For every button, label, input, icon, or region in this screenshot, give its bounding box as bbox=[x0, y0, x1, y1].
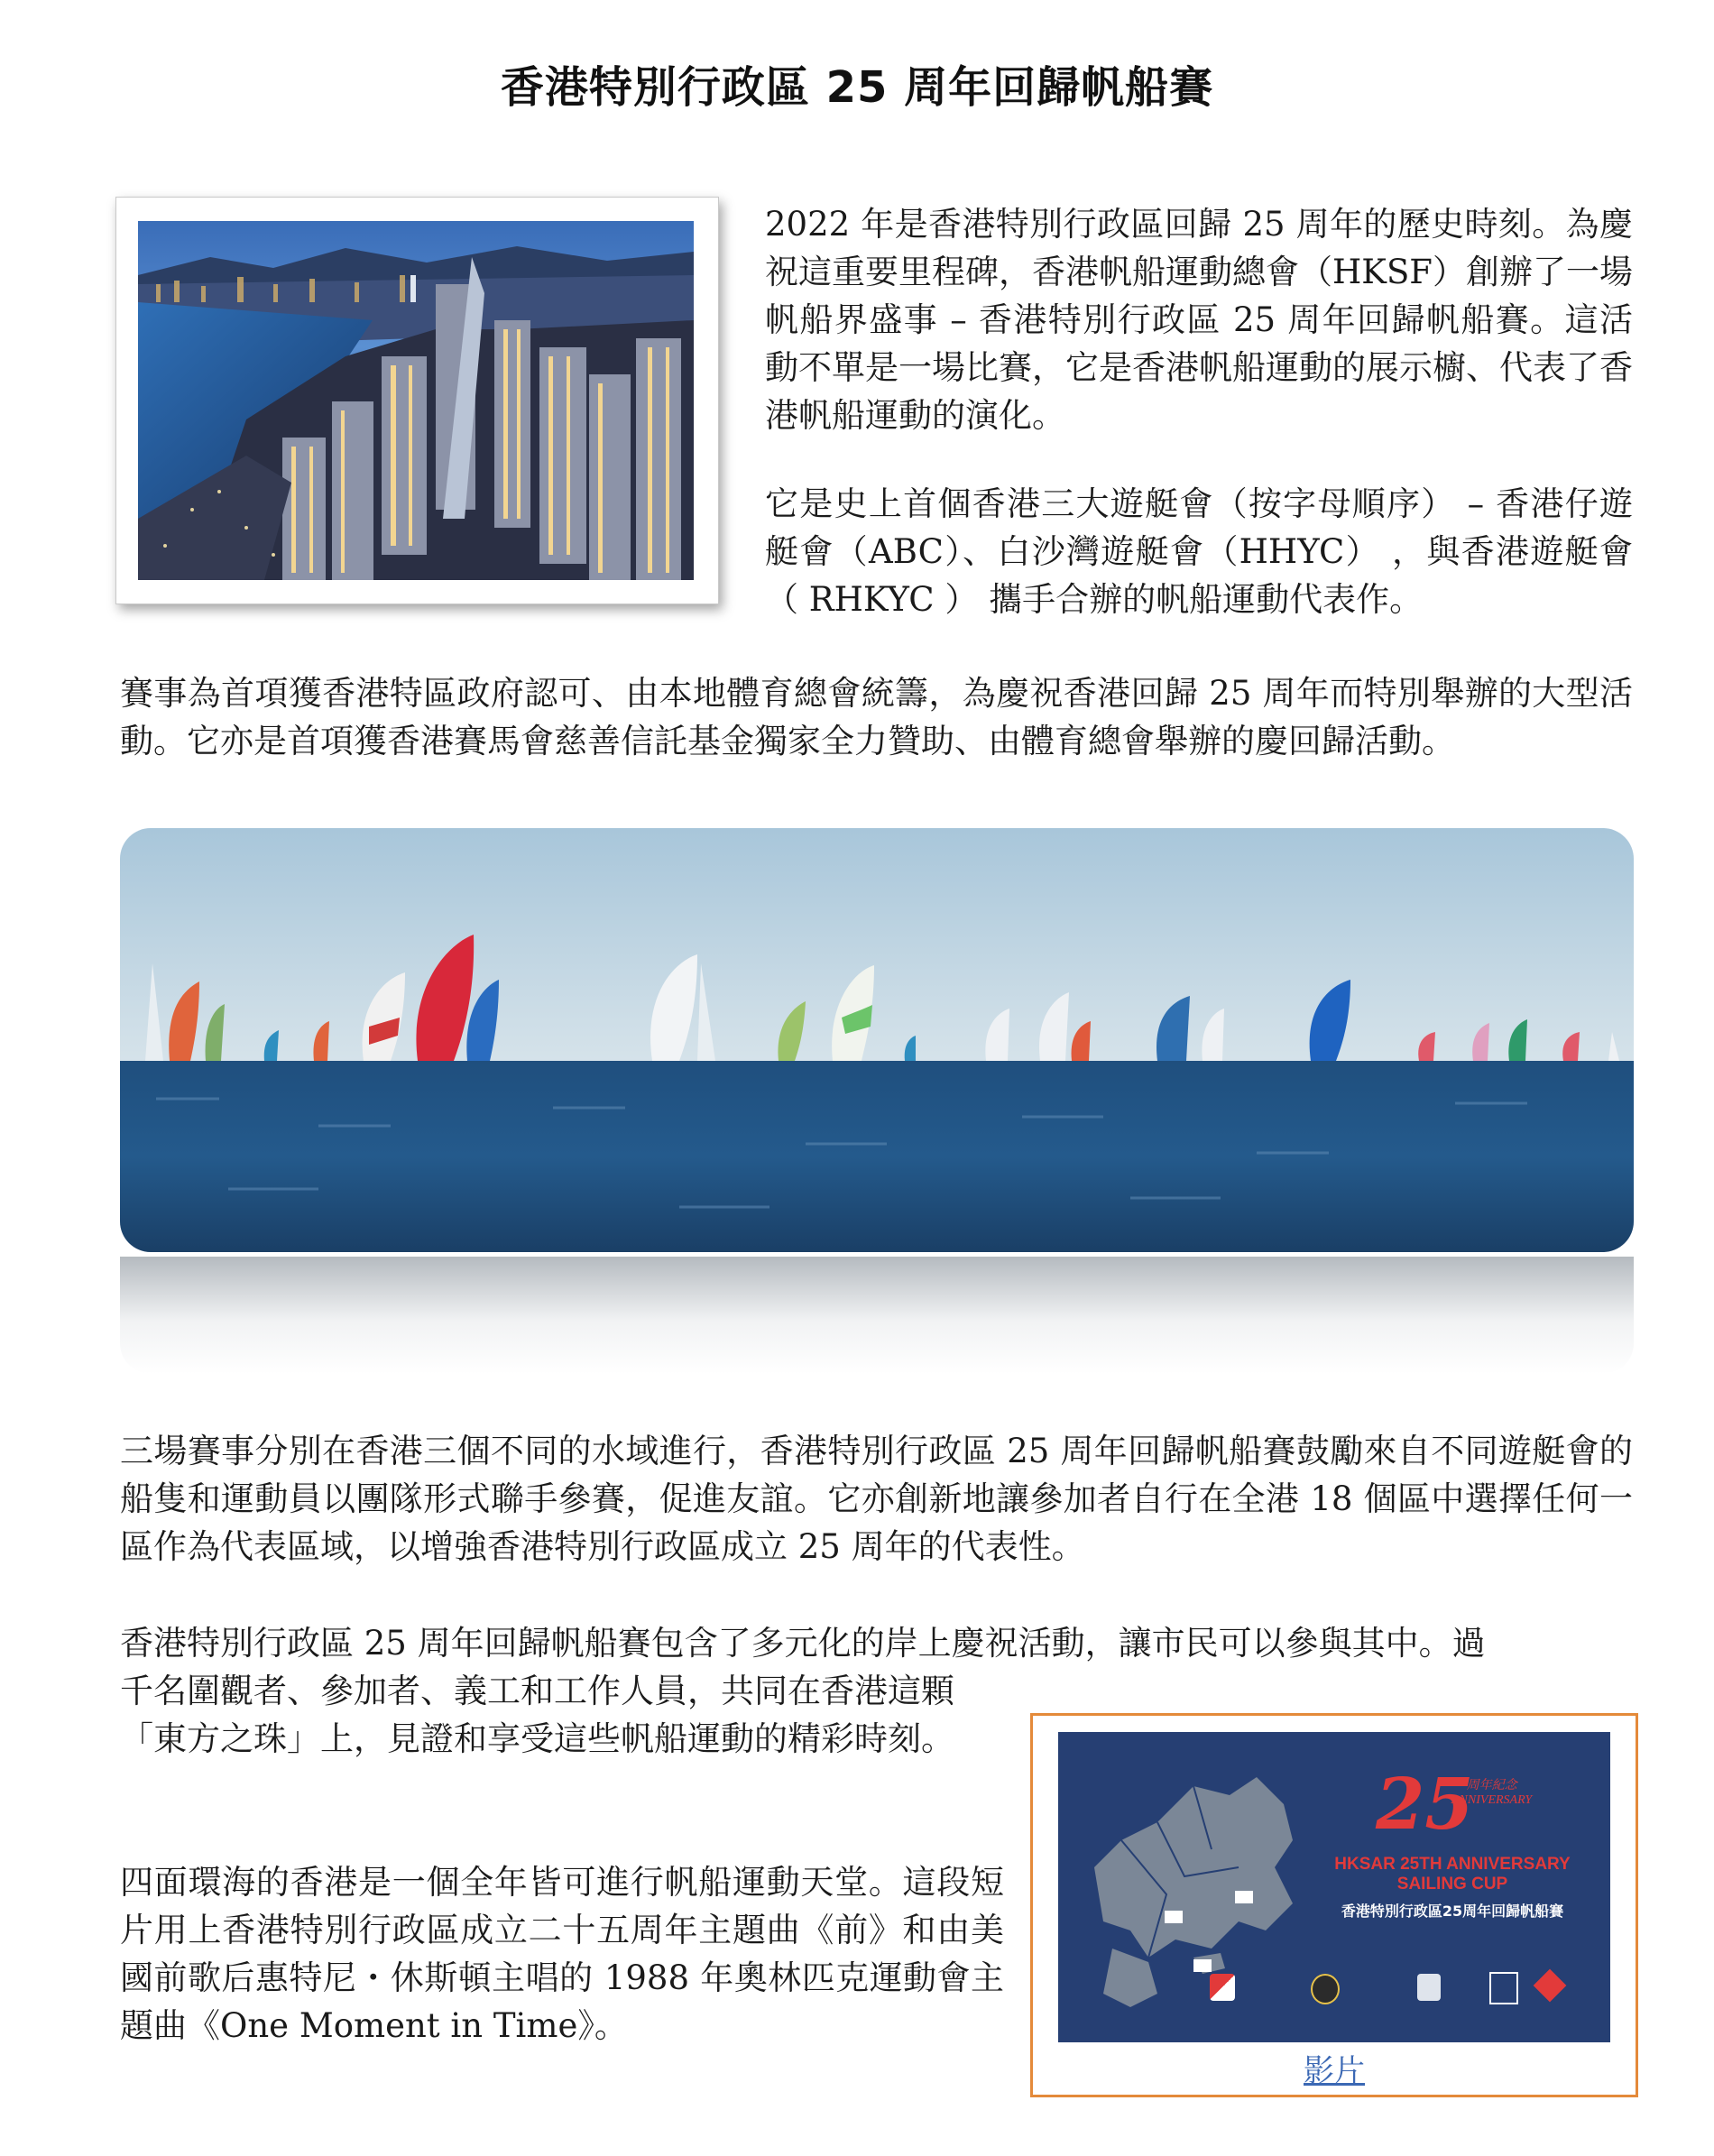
video-title-line1: HKSAR 25TH ANNIVERSARY bbox=[1334, 1855, 1571, 1874]
paragraph-yacht-clubs: 它是史上首個香港三大遊艇會（按字母順序） – 香港仔遊艇會（ABC）、白沙灣遊艇會（HHYC） ，與香港遊艇會（ RHKYC ） 攜手合辦的帆船運動代表作。 bbox=[765, 484, 1633, 619]
paragraph-video-description: 四面環海的香港是一個全年皆可進行帆船運動天堂。這段短片用上香港特別行政區成立二十五周年主題曲《前》和由美國前歌后惠特尼・休斯頓主唱的 1988 年奧林匹克運動會主題曲《One Moment in Time》。 bbox=[120, 1863, 1004, 2045]
paragraph-three-races: 三場賽事分別在香港三個不同的水域進行，香港特別行政區 25 周年回歸帆船賽鼓勵來自不同遊艇會的船隻和運動員以團隊形式聯手參賽，促進友誼。它亦創新地讓參加者自行在全港 18 個區中選擇任何一區作為代表區域，以增強香港特別行政區成立 25 周年的代表性。 bbox=[120, 1432, 1633, 1566]
paragraph-intro: 2022 年是香港特別行政區回歸 25 周年的歷史時刻。為慶祝這重要里程碑，香港帆船運動總會（HKSF）創辦了一場帆船界盛事 – 香港特別行政區 25 周年回歸帆船賽。這活動不單是一場比賽，它是香港帆船運動的展示櫥、代表了香港帆船運動的演化。 bbox=[765, 205, 1633, 435]
regatta-image bbox=[120, 828, 1634, 1252]
skyline-image bbox=[138, 221, 694, 580]
paragraph-government-recognition: 賽事為首項獲香港特區政府認可、由本地體育總會統籌，為慶祝香港回歸 25 周年而特別舉辦的大型活動。它亦是首項獲香港賽馬會慈善信託基金獨家全力贊助、由體育總會舉辦的慶回歸活動。 bbox=[120, 674, 1633, 760]
paragraph-shore-celebrations-line1: 香港特別行政區 25 周年回歸帆船賽包含了多元化的岸上慶祝活動，讓市民可以參與其中。過 bbox=[120, 1624, 1486, 1663]
photo-reflection bbox=[120, 1257, 1634, 1374]
video-title bbox=[1304, 1855, 1601, 1894]
yacht-club-crest-logo bbox=[1489, 1972, 1518, 2004]
anniversary-badge-zh: 周年紀念 bbox=[1466, 1779, 1517, 1792]
video-link[interactable]: 影片 bbox=[1304, 2053, 1365, 2089]
video-thumbnail[interactable] bbox=[1058, 1732, 1610, 2042]
hksf-logo bbox=[1210, 1974, 1235, 2001]
anniversary-badge-en: ANNIVERSARY bbox=[1451, 1793, 1533, 1807]
paragraph-shore-celebrations: 千名圍觀者、參加者、義工和工作人員，共同在香港這顆「東方之珠」上，見證和享受這些帆船運動的精彩時刻。 bbox=[120, 1672, 954, 1758]
hong-kong-skyline-photo bbox=[115, 197, 719, 604]
page-title: 香港特別行政區 25 周年回歸帆船賽 bbox=[500, 62, 1214, 113]
sailing-regatta-photo bbox=[120, 828, 1634, 1252]
anniversary-25-logo: 25 bbox=[1376, 1764, 1474, 1846]
video-subtitle-zh: 香港特別行政區25周年回歸帆船賽 bbox=[1341, 1903, 1564, 1920]
club-crest-logo bbox=[1417, 1974, 1441, 2001]
video-title-line2: SAILING CUP bbox=[1396, 1875, 1508, 1893]
jockey-club-logo bbox=[1311, 1974, 1340, 2004]
anniversary-badge bbox=[1451, 1779, 1532, 1808]
